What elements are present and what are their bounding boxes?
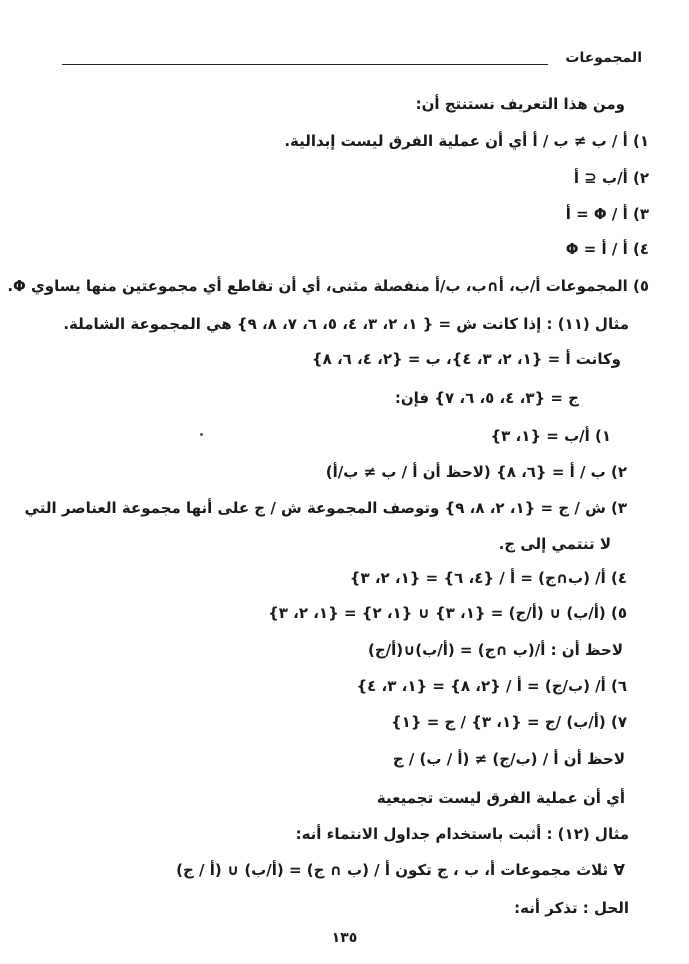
text-line: ٥) المجموعات أ/ب، أ∩ب، ب/أ منفصلة مثنى، أي أن تقاطع أي مجموعتين منها يساوي Φ.: [7, 277, 649, 295]
text-line: مثال (١١) : إذا كانت ش = { ١، ٢، ٣، ٤، ٥، ٦، ٧، ٨، ٩} هي المجموعة الشاملة.: [63, 315, 629, 333]
text-line: ٢) أ/ب ⊆ أ: [573, 169, 649, 187]
text-line: لاحظ أن : أ/(ب ∩ج) = (أ/ب)∪(أ/ج): [367, 641, 623, 659]
text-line: ٦) أ/ (ب/ج) = أ / {٢، ٨} = {١، ٣، ٤}: [356, 677, 627, 695]
text-line: ١) أ/ب = {١، ٣}: [490, 427, 611, 445]
text-line: ٧) (أ/ب) /ج = {١، ٣} / ج = {١}: [390, 713, 627, 731]
text-line: الحل : تذكر أنه:: [514, 899, 629, 917]
page-number: ١٣٥: [331, 930, 358, 946]
text-line: ٥) (أ/ب) ∪ (أ/ج) = {١، ٣} ∪ {١، ٢} = {١، ٢، ٣}: [268, 604, 627, 622]
text-line: مثال (١٢) : أثبت باستخدام جداول الانتماء أنه:: [295, 825, 629, 843]
text-line: أي أن عملية الفرق ليست تجميعية: [376, 789, 625, 807]
text-line: ٣) ش / ج = {١، ٢، ٨، ٩} وتوصف المجموعة ش / ج على أنها مجموعة العناصر التي: [24, 499, 627, 517]
header-rule: [62, 64, 548, 65]
text-line: ج = {٣، ٤، ٥، ٦، ٧} فإن:: [394, 389, 579, 407]
header-title: المجموعات: [565, 50, 642, 66]
running-header: [62, 44, 642, 74]
text-line: ١) أ / ب ≠ ب / أ أي أن عملية الفرق ليست إبدالية.: [284, 132, 649, 150]
text-line: لا تنتمي إلى ج.: [498, 535, 611, 553]
stray-dot: [200, 433, 203, 436]
text-line: ٣) أ / Φ = أ: [565, 205, 649, 223]
text-line: لاحظ أن أ / (ب/ج) ≠ (أ / ب) / ج: [392, 750, 625, 768]
text-line: ٤) أ/ (ب∩ج) = أ / {٤، ٦} = {١، ٢، ٣}: [349, 569, 627, 587]
text-line: وكانت أ = {١، ٢، ٣، ٤}، ب = {٢، ٤، ٦، ٨}: [311, 350, 621, 368]
text-line: ٢) ب / أ = {٦، ٨} (لاحظ أن أ / ب ≠ ب/أ): [325, 463, 627, 481]
text-line: ٤) أ / أ = Φ: [565, 240, 649, 258]
text-line: ومن هذا التعريف نستنتج أن:: [415, 95, 625, 113]
text-line: ∀ ثلاث مجموعات أ، ب ، ج تكون أ / (ب ∩ ج) = (أ/ب) ∪ (أ / ج): [176, 861, 625, 879]
